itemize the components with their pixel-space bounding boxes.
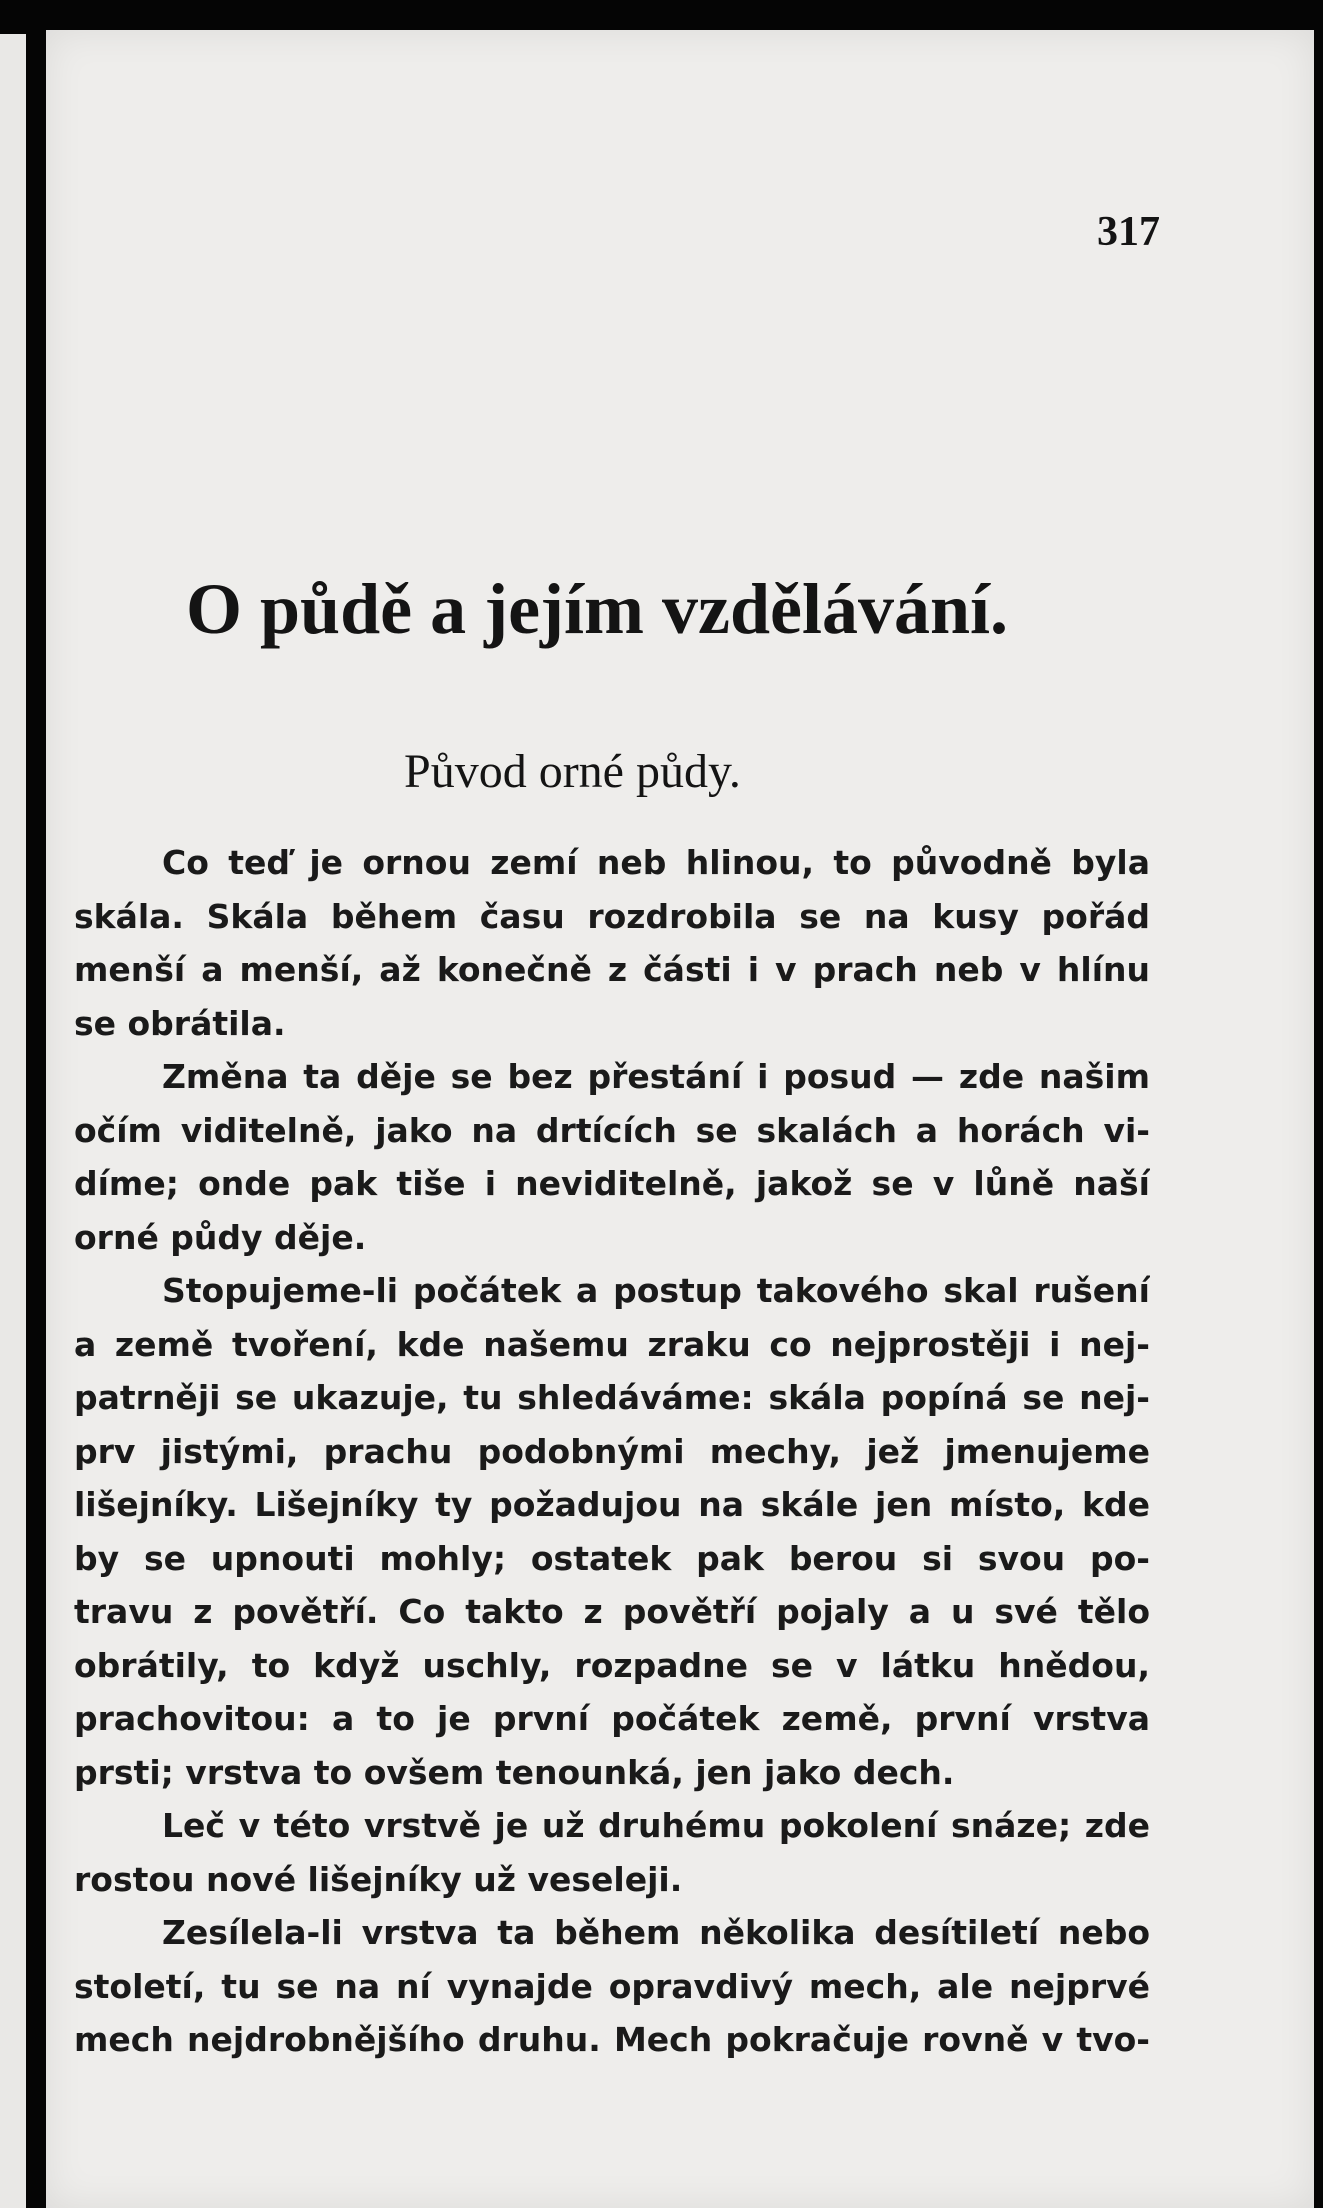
text-line: travu z povětří. Co takto z povětří pojaly a u své tělo xyxy=(74,1592,1150,1631)
text-line: Stopujeme-li počátek a postup takového skal rušení xyxy=(162,1271,1150,1310)
text-line: by se upnouti mohly; ostatek pak berou si svou po- xyxy=(74,1538,1150,1578)
text-line: očím viditelně, jako na drtících se skalách a horách vi- xyxy=(74,1110,1150,1150)
text-line: prsti; vrstva to ovšem tenounká, jen jako dech. xyxy=(74,1752,955,1792)
text-line: patrněji se ukazuje, tu shledáváme: skála popíná se nej- xyxy=(74,1378,1150,1417)
text-line: mech nejdrobnějšího druhu. Mech pokračuje rovně v tvo- xyxy=(74,2020,1150,2059)
text-line: století, tu se na ní vynajde opravdivý mech, ale nejprvé xyxy=(74,1966,1150,2006)
text-line: rostou nové lišejníky už veseleji. xyxy=(74,1859,683,1899)
text-line: se obrátila. xyxy=(74,1003,286,1043)
text-line: lišejníky. Lišejníky ty požadujou na skále jen místo, kde xyxy=(74,1485,1150,1524)
text-line: Leč v této vrstvě je už druhému pokolení snáze; zde xyxy=(162,1806,1150,1845)
text-line: prachovitou: a to je první počátek země, první vrstva xyxy=(74,1699,1150,1738)
body-text xyxy=(74,836,1150,2067)
text-line: prv jistými, prachu podobnými mechy, jež jmenujeme xyxy=(74,1431,1150,1471)
text-line: orné půdy děje. xyxy=(74,1217,367,1257)
text-line: menší a menší, až konečně z části i v prach neb v hlínu xyxy=(74,950,1150,989)
text-line: skála. Skála během času rozdrobila se na kusy pořád xyxy=(74,896,1150,936)
text-line: díme; onde pak tiše i neviditelně, jakož se v lůně naší xyxy=(74,1164,1150,1203)
text-line: a země tvoření, kde našemu zraku co nejprostěji i nej- xyxy=(74,1324,1150,1364)
text-line: obrátily, to když uschly, rozpadne se v látku hnědou, xyxy=(74,1645,1150,1685)
chapter-title: O půdě a jejím vzdělávání. xyxy=(186,569,1008,649)
adjacent-page-edge xyxy=(0,34,26,2208)
section-subtitle: Původ orné půdy. xyxy=(404,745,741,798)
text-line: Změna ta děje se bez přestání i posud — zde našim xyxy=(162,1057,1150,1096)
page-number: 317 xyxy=(1097,209,1160,255)
text-line: Co teď je ornou zemí neb hlinou, to původně byla xyxy=(162,843,1150,882)
text-line: Zesílela-li vrstva ta během několika desítiletí nebo xyxy=(162,1913,1150,1952)
